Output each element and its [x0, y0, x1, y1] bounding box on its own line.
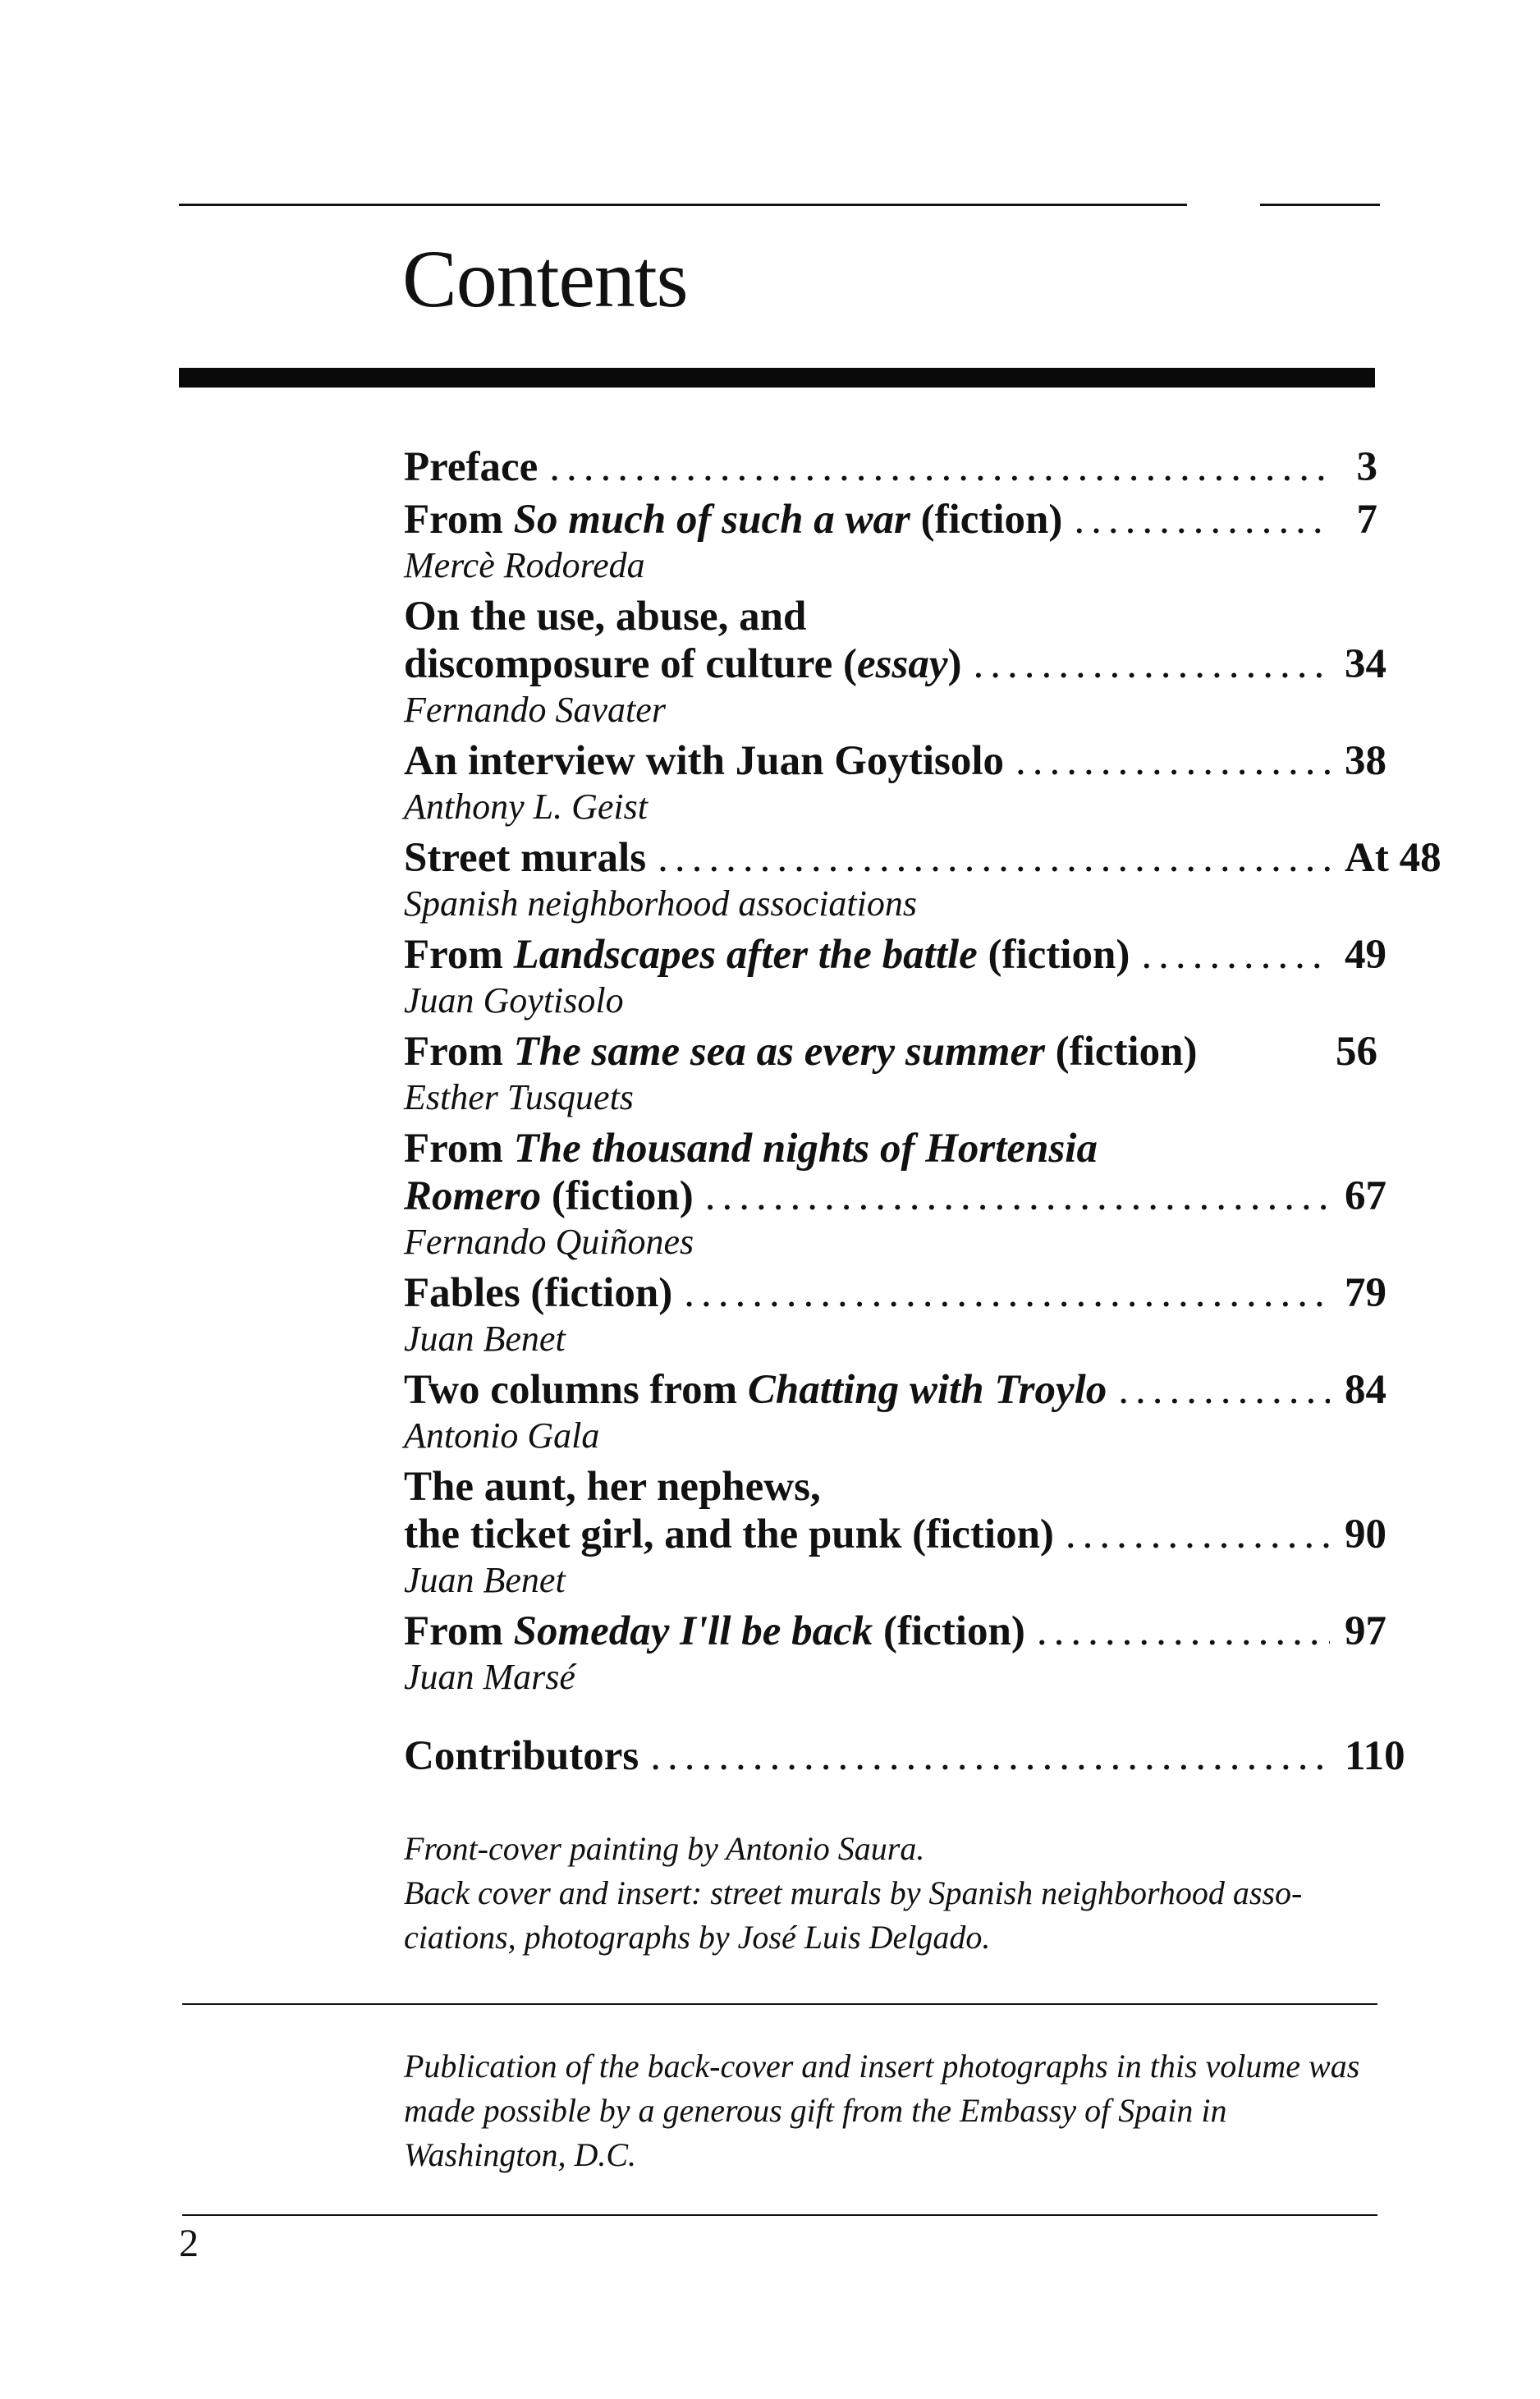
toc-entry [404, 1269, 1386, 1361]
toc-entry [404, 737, 1386, 829]
toc-entry [404, 1463, 1386, 1603]
page-ref: At 48 [1345, 835, 1441, 881]
entry-author: Anthony L. Geist [404, 787, 648, 827]
page-ref: 3 [1356, 444, 1377, 490]
entry-title: Contributors [404, 1733, 639, 1779]
divider-rule [182, 2003, 1377, 2005]
page-ref: 79 [1345, 1270, 1386, 1316]
publication-note: Publication of the back-cover and insert photographs in this volume was made possible by a generous gift from the Embassy of Spain in Washington, D.C. [404, 2048, 1360, 2173]
dot-leader [1066, 1511, 1330, 1558]
page-ref: 90 [1345, 1511, 1386, 1557]
back-cover-credit: Back cover and insert: street murals by Spanish neighborhood asso- ciations, photographs by José Luis Delgado. [404, 1874, 1303, 1956]
page-ref: 49 [1345, 932, 1386, 978]
entry-author: Juan Goytisolo [404, 980, 624, 1021]
page-number: 2 [179, 2222, 199, 2265]
page-ref: 38 [1345, 738, 1386, 784]
entry-title: From Landscapes after the battle (fiction) [404, 932, 1130, 978]
entry-author: Juan Benet [404, 1319, 566, 1359]
toc-entry [404, 1028, 1377, 1120]
page-ref: 7 [1356, 497, 1377, 543]
entry-title-line: On the use, abuse, and [404, 594, 807, 640]
dot-leader [650, 1732, 1330, 1780]
toc-entry-preface [404, 443, 1377, 491]
toc-entry [404, 1125, 1386, 1264]
entry-title: From So much of such a war (fiction) [404, 497, 1063, 543]
toc-entry-contributors [404, 1732, 1405, 1780]
entry-title: Fables (fiction) [404, 1270, 673, 1316]
entry-title: Preface [404, 444, 539, 490]
page-ref: 34 [1345, 641, 1386, 687]
table-of-contents [404, 443, 1441, 1785]
front-cover-credit: Front-cover painting by Antonio Saura. [404, 1830, 925, 1867]
dot-leader [1118, 1366, 1330, 1414]
page-ref: 67 [1345, 1173, 1386, 1219]
dot-leader [1015, 737, 1330, 785]
dot-leader [658, 834, 1336, 882]
dot-leader [1141, 931, 1330, 979]
entry-author: Juan Marsé [404, 1657, 575, 1697]
entry-title: the ticket girl, and the punk (fiction) [404, 1511, 1054, 1557]
entry-title: Romero (fiction) [404, 1173, 694, 1219]
entry-author: Antonio Gala [404, 1415, 600, 1456]
entry-author: Esther Tusquets [404, 1077, 634, 1117]
cover-credits [404, 1827, 1381, 1960]
entry-title: discomposure of culture (essay) [404, 641, 962, 687]
page-ref: 110 [1345, 1733, 1405, 1779]
dot-leader [684, 1269, 1330, 1317]
entry-author: Fernando Savater [404, 690, 666, 730]
entry-title: An interview with Juan Goytisolo [404, 738, 1005, 784]
dot-leader [1074, 496, 1330, 544]
toc-entry [404, 496, 1377, 588]
entry-title: From The same sea as every summer (fiction) [404, 1029, 1198, 1075]
toc-entry [404, 931, 1386, 1023]
heading-thick-rule [179, 368, 1375, 388]
toc-entry [404, 593, 1386, 732]
footer-rule [182, 2214, 1377, 2216]
entry-title: From Someday I'll be back (fiction) [404, 1608, 1025, 1654]
page-title: Contents [402, 233, 688, 324]
toc-entry [404, 834, 1441, 926]
dot-leader [705, 1172, 1330, 1220]
page-ref: 84 [1345, 1367, 1386, 1413]
toc-entry [404, 1608, 1386, 1699]
dot-leader [973, 640, 1330, 688]
page-ref: 97 [1345, 1608, 1386, 1654]
top-rule-left [179, 204, 1187, 206]
page-ref: 56 [1336, 1029, 1377, 1075]
toc-entry [404, 1366, 1386, 1458]
entry-title-line: The aunt, her nephews, [404, 1464, 821, 1510]
entry-author: Mercè Rodoreda [404, 545, 645, 585]
entry-author: Juan Benet [404, 1560, 566, 1600]
top-rule-right [1260, 204, 1380, 206]
entry-author: Fernando Quiñones [404, 1222, 694, 1262]
entry-title: Street murals [404, 835, 647, 881]
entry-author: Spanish neighborhood associations [404, 883, 918, 924]
entry-title-line: From The thousand nights of Hortensia [404, 1126, 1098, 1172]
dot-leader [1037, 1608, 1330, 1655]
dot-leader [549, 443, 1330, 491]
entry-title: Two columns from Chatting with Troylo [404, 1367, 1107, 1413]
